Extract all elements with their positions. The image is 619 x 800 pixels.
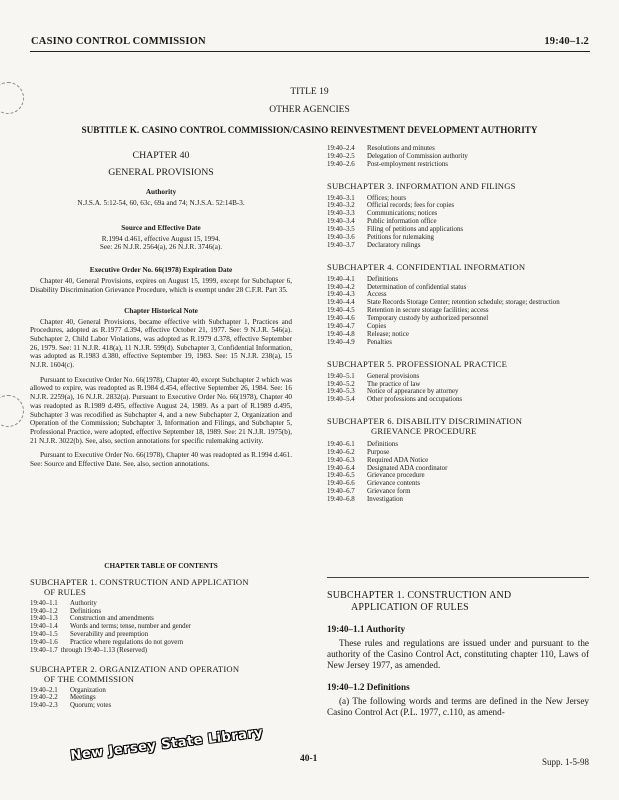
toc-item: 19:40–1.3 Construction and amendments [30, 615, 154, 623]
toc-item: 19:40–3.7 Declaratory rulings [327, 241, 421, 249]
toc-item: 19:40–6.5 Grievance procedure [327, 472, 425, 480]
body-separator [327, 577, 589, 578]
toc-item: 19:40–4.5 Retention in secure storage facilities; access [327, 307, 489, 315]
toc-item: 19:40–1.5 Severability and preemption [30, 631, 149, 639]
chapter-number: CHAPTER 40 [132, 150, 190, 161]
subchapter-title: SUBCHAPTER 1. CONSTRUCTION AND APPLICATION [30, 577, 249, 587]
toc-item: 19:40–3.6 Petitions for rulemaking [327, 234, 434, 242]
toc-subchapter-5 [327, 360, 589, 404]
body-text [327, 590, 589, 719]
toc-item: 19:40–4.2 Determination of confidential status [327, 283, 467, 291]
toc-item: 19:40–6.2 Purpose [327, 448, 390, 456]
source-line-2: See: 26 N.J.R. 2564(a), 26 N.J.R. 3746(a). [99, 243, 223, 252]
toc-subchapter-6 [327, 417, 589, 504]
toc-subchapter-4 [327, 263, 589, 347]
source-heading: Source and Effective Date [121, 223, 201, 232]
running-header-right: 19:40–1.2 [544, 36, 589, 47]
toc-item: 19:40–6.7 Grievance form [327, 488, 411, 496]
toc-item: 19:40–3.1 Offices; hours [327, 194, 407, 202]
page-number: 40-1 [300, 754, 318, 764]
toc-item: 19:40–5.4 Other professions and occupations [327, 396, 463, 404]
toc-item: 19:40–3.2 Official records; fees for copies [327, 202, 455, 210]
toc-item: 19:40–4.7 Copies [327, 323, 387, 331]
toc-item: 19:40–1.2 Definitions [30, 607, 102, 615]
toc-item: 19:40–6.6 Grievance contents [327, 480, 420, 488]
toc-item: 19:40–5.3 Notice of appearance by attorney [327, 388, 459, 396]
running-header-left: CASINO CONTROL COMMISSION [31, 36, 206, 47]
toc-subchapter-2-cont [327, 145, 589, 169]
body-subchapter-title-cont: APPLICATION OF RULES [351, 601, 469, 613]
subchapter-title: SUBCHAPTER 5. PROFESSIONAL PRACTICE [327, 358, 508, 369]
subchapter-title: SUBCHAPTER 2. ORGANIZATION AND OPERATION [30, 663, 240, 674]
binder-hole-middle [0, 395, 24, 427]
authority-heading: Authority [145, 188, 177, 196]
toc-item: 19:40–5.2 The practice of law [327, 380, 421, 388]
source-line-1: R.1994 d.461, effective August 15, 1994. [101, 234, 221, 243]
expiration-heading: Executive Order No. 66(1978) Expiration Date [89, 266, 233, 275]
subchapter-title: SUBCHAPTER 6. DISABILITY DISCRIMINATION [327, 416, 523, 427]
agency: OTHER AGENCIES [269, 105, 350, 115]
expiration-text: Chapter 40, General Provisions, expires on August 15, 1999, except for Subchapter 6, Disability Discrimination Grievance Procedure, which is exempt under 28 C.F.R. Part 35. [30, 277, 292, 294]
section-1-2-heading: 19:40–1.2 Definitions [327, 681, 410, 692]
library-stamp: New Jersey State Library [69, 725, 265, 764]
toc-item: 19:40–4.6 Temporary custody by authorized personnel [327, 315, 489, 323]
toc-item: 19:40–2.4 Resolutions and minutes [327, 145, 435, 152]
subchapter-title: SUBCHAPTER 4. CONFIDENTIAL INFORMATION [327, 261, 526, 272]
subchapter-title-cont: OF RULES [44, 586, 86, 597]
toc-subchapter-1 [30, 578, 292, 655]
body-subchapter-title: SUBCHAPTER 1. CONSTRUCTION AND [327, 590, 512, 601]
left-toc [30, 578, 292, 710]
subtitle: SUBTITLE K. CASINO CONTROL COMMISSION/CASINO REINVESTMENT DEVELOPMENT AUTHORITY [81, 125, 538, 135]
subchapter-title-cont: OF THE COMMISSION [44, 673, 135, 684]
section-1-2-text: (a) The following words and terms are defined in the New Jersey Casino Control Act (P.L. 1977, c.110, as amend- [327, 695, 589, 718]
toc-item: 19:40–1.7 through 19:40–1.13 (Reserved) [30, 647, 148, 655]
toc-heading: CHAPTER TABLE OF CONTENTS [104, 562, 218, 570]
title: TITLE 19 [290, 87, 329, 97]
section-1-1-text: These rules and regulations are issued under and pursuant to the authority of the Casino Control Act, constituting chapter 110, Laws of New Jersey 1977, as amended. [327, 637, 589, 671]
right-toc [327, 145, 589, 504]
toc-item: 19:40–5.1 General provisions [327, 372, 420, 380]
toc-item: 19:40–2.3 Quorum; votes [30, 702, 112, 710]
toc-item: 19:40–4.3 Access [327, 291, 387, 299]
authority-text: N.J.S.A. 5:12-54, 60, 63c, 69a and 74; N.J.S.A. 52:14B-3. [77, 199, 245, 207]
toc-item: 19:40–1.4 Words and terms; tense, number and gender [30, 623, 191, 631]
section-1-1-heading: 19:40–1.1 Authority [327, 623, 406, 634]
toc-item: 19:40–6.3 Required ADA Notice [327, 456, 429, 464]
toc-item: 19:40–6.4 Designated ADA coordinator [327, 464, 448, 472]
toc-item: 19:40–3.3 Communications; notices [327, 210, 438, 218]
toc-item: 19:40–3.4 Public information office [327, 218, 437, 226]
toc-item: 19:40–4.1 Definitions [327, 275, 399, 283]
left-column [30, 148, 292, 475]
toc-item: 19:40–4.9 Penalties [327, 338, 392, 346]
supplement-date: Supp. 1-5-98 [542, 757, 589, 767]
history-paragraph-1: Chapter 40, General Provisions, became effective with Subchapter 1, Practices and Procedures, adopted as R.1977 d.394, effective October 21, 1977. See: 9 N.J.R. 546(a). Subchapter 2, Child Labor Violations, was adopted as R.1979 d.378, effective September 26, 1979. See: 11 N.J.R. 418(a), 11 N.J.R. 599(d). Subchapter 3, Confidential Information, was adopted as R.1983 d.380, effective September 19, 1983. See: 15 N.J.R. 238(a), 15 N.J.R. 1604(c). [30, 317, 292, 370]
toc-item: 19:40–1.1 Authority [30, 599, 97, 607]
toc-item: 19:40–4.4 State Records Storage Center; retention schedule; storage; destruction [327, 299, 560, 307]
toc-item: 19:40–6.1 Definitions [327, 440, 399, 448]
toc-item: 19:40–4.8 Release; notice [327, 331, 409, 338]
toc-item: 19:40–2.2 Meetings [30, 694, 96, 702]
header-rule [30, 51, 590, 52]
subchapter-title-cont: GRIEVANCE PROCEDURE [371, 426, 477, 437]
chapter-name: GENERAL PROVISIONS [108, 167, 214, 178]
history-heading: Chapter Historical Note [124, 306, 198, 315]
history-paragraph-3: Pursuant to Executive Order No. 66(1978), Chapter 40 was readopted as R.1994 d.461. See: Source and Effective Date. See, also, section annotations. [30, 451, 292, 469]
toc-subchapter-3 [327, 182, 589, 250]
history-paragraph-2: Pursuant to Executive Order No. 66(1978), Chapter 40, except Subchapter 2 which was allowed to expire, was readopted as R.1984 d.454, effective September 26, 1984. See: 16 N.J.R. 2259(a), 16 N.J.R. 2832(a). Pursuant to Executive Order No. 66(1978), Chapter 40 was readopted as R.1989 d.495, effective August 24, 1989. As a part of R.1989 d.495, Subchapter 3 was recodified as Subchapter 4, and a new Subchapter 2, Organization and Operation of the Commission; Subchapter 3, Information and Filings, and Subchapter 5, Professional Practice, were adopted, effective September 18, 1989. See: 21 N.J.R. 1975(b), 21 N.J.R. 3022(b). See, also, section annotations for specific rulemaking activity. [30, 375, 292, 445]
toc-item: 19:40–2.6 Post-employment restrictions [327, 160, 448, 168]
toc-item: 19:40–6.8 Investigation [327, 496, 403, 504]
subchapter-title: SUBCHAPTER 3. INFORMATION AND FILINGS [327, 180, 516, 191]
toc-subchapter-2 [30, 665, 292, 710]
toc-item: 19:40–1.6 Practice where regulations do not govern [30, 639, 184, 647]
toc-item: 19:40–2.5 Delegation of Commission authority [327, 152, 468, 160]
toc-item: 19:40–2.1 Organization [30, 686, 106, 694]
toc-item: 19:40–3.5 Filing of petitions and applications [327, 226, 464, 234]
